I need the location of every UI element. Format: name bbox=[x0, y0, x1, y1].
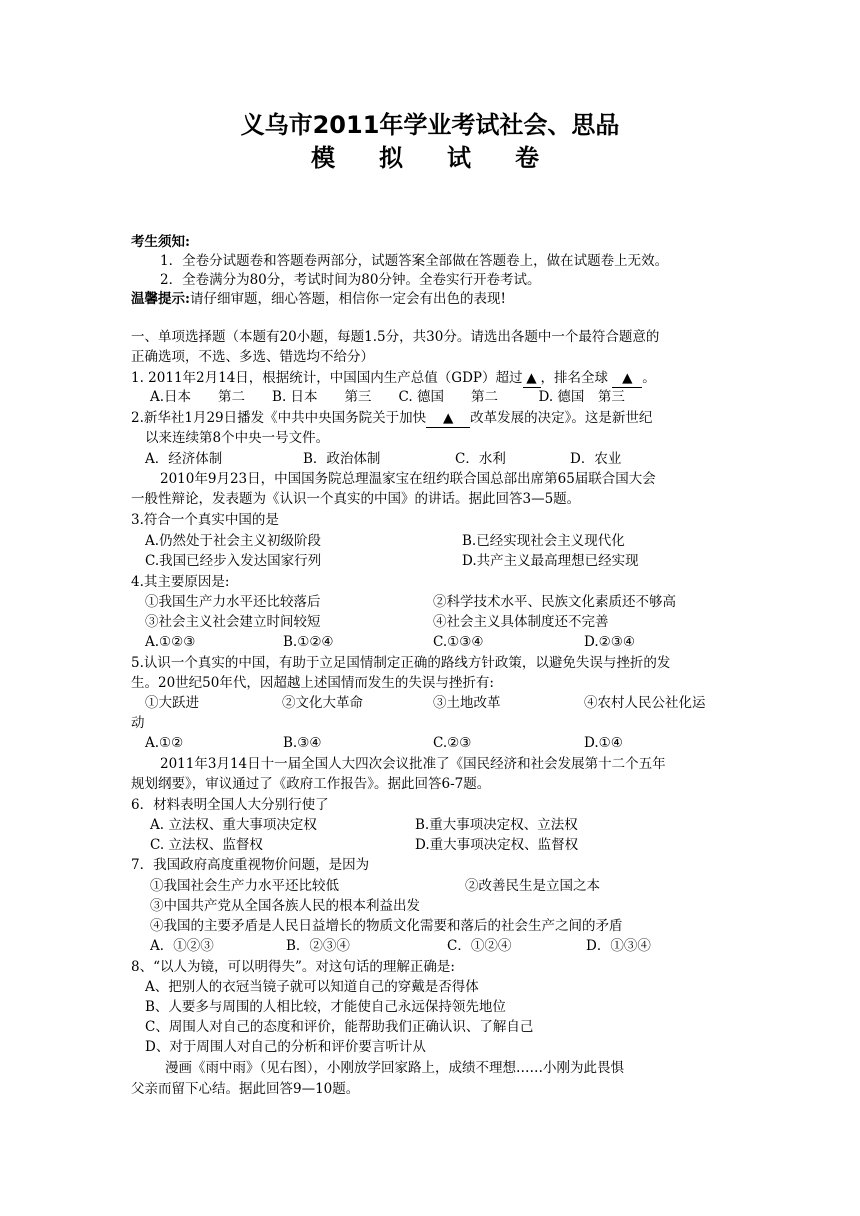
question-5-stem: 5.认识一个真实的中国，有助于立足国情制定正确的路线方针政策，以避免失误与挫折的发 bbox=[131, 655, 671, 671]
question-1-stem bbox=[131, 369, 656, 388]
q5-statement-1: ①大跃进 bbox=[145, 695, 199, 711]
q6-option-c: C. 立法权、监督权 bbox=[150, 837, 263, 853]
q3-option-c: C.我国已经步入发达国家行列 bbox=[145, 553, 322, 569]
material-3-line-1: 漫画《雨中雨》（见右图），小刚放学回家路上，成绩不理想……小刚为此畏惧 bbox=[165, 1060, 624, 1076]
q4-statement-3: ③社会主义社会建立时间较短 bbox=[145, 614, 321, 630]
question-5-stem-cont: 生。20世纪50年代，因超越上述国情而发生的失误与挫折有: bbox=[131, 675, 494, 691]
q8-option-d: D、对于周围人对自己的分析和评价要言听计从 bbox=[145, 1039, 426, 1055]
question-1-options: A.日本 第二 B. 日本 第三 C. 德国 第二 D. 德国 第三 bbox=[150, 389, 625, 405]
q3-option-b: B.已经实现社会主义现代化 bbox=[462, 533, 625, 549]
material-2-line-2: 规划纲要》，审议通过了《政府工作报告》。据此回答6-7题。 bbox=[131, 776, 491, 792]
q7-option-a: A．①②③ bbox=[150, 938, 214, 954]
q6-option-b: B.重大事项决定权、立法权 bbox=[415, 817, 578, 833]
q1-blank-1: ▲ bbox=[523, 369, 541, 388]
q3-option-d: D.共产主义最高理想已经实现 bbox=[462, 553, 639, 569]
page-subtitle: 模 拟 试 卷 bbox=[311, 144, 549, 172]
q4-option-b: B.①②④ bbox=[283, 634, 334, 650]
question-8-stem: 8、“以人为镜，可以明得失”。对这句话的理解正确是: bbox=[131, 959, 455, 975]
question-3-stem: 3.符合一个真实中国的是 bbox=[131, 512, 279, 528]
q7-statement-1: ①我国社会生产力水平还比较低 bbox=[150, 878, 339, 894]
q5-option-a: A.①② bbox=[145, 735, 184, 751]
q4-option-c: C.①③④ bbox=[433, 634, 484, 650]
q2-option-a: A．经济体制 bbox=[145, 451, 223, 467]
section-heading: 一、单项选择题（本题有20小题，每题1.5分，共30分。请选出各题中一个最符合题意的 bbox=[131, 329, 660, 345]
material-3-line-2: 父亲而留下心结。据此回答9—10题。 bbox=[131, 1081, 360, 1097]
q7-option-d: D．①③④ bbox=[586, 938, 651, 954]
q7-option-b: B．②③④ bbox=[286, 938, 350, 954]
q5-option-b: B.③④ bbox=[283, 735, 322, 751]
q5-statement-3: ③土地改革 bbox=[433, 695, 501, 711]
q5-statement-2: ②文化大革命 bbox=[282, 695, 363, 711]
q7-statement-2: ②改善民生是立国之本 bbox=[465, 878, 600, 894]
q8-option-b: B、人要多与周围的人相比较，才能使自己永远保持领先地位 bbox=[145, 999, 506, 1015]
q7-statement-3: ③中国共产党从全国各族人民的根本利益出发 bbox=[150, 898, 420, 914]
material-1-line-2: 一般性辩论，发表题为《认识一个真实的中国》的讲话。据此回答3—5题。 bbox=[131, 491, 581, 507]
q7-statement-4: ④我国的主要矛盾是人民日益增长的物质文化需要和落后的社会生产之间的矛盾 bbox=[150, 918, 623, 934]
q8-option-c: C、周围人对自己的态度和评价，能帮助我们正确认识、了解自己 bbox=[145, 1019, 534, 1035]
q7-option-c: C．①②④ bbox=[447, 938, 512, 954]
q1-stem-a: 1. 2011年2月14日，根据统计，中国国内生产总值（GDP）超过 bbox=[131, 370, 523, 386]
q2-option-d: D．农业 bbox=[570, 451, 622, 467]
question-2-stem-cont: 以来连续第8个中央一号文件。 bbox=[145, 430, 330, 446]
q5-statement-4: ④农村人民公社化运 bbox=[584, 695, 706, 711]
q8-option-a: A、把别人的衣冠当镜子就可以知道自己的穿戴是否得体 bbox=[145, 979, 479, 995]
notice-item-1: 1．全卷分试题卷和答题卷两部分，试题答案全部做在答题卷上，做在试题卷上无效。 bbox=[160, 253, 669, 269]
q5-option-d: D.①④ bbox=[584, 735, 623, 751]
q2-stem-a: 2.新华社1月29日播发《中共中央国务院关于加快 bbox=[131, 410, 427, 426]
material-2-line-1: 2011年3月14日十一届全国人大四次会议批准了《国民经济和社会发展第十二个五年 bbox=[160, 756, 666, 772]
q1-blank-2: ▲ bbox=[612, 369, 642, 388]
tip-line bbox=[131, 290, 506, 308]
q6-option-d: D.重大事项决定权、监督权 bbox=[415, 837, 579, 853]
question-7-stem: 7．我国政府高度重视物价问题，是因为 bbox=[131, 857, 370, 873]
q5-option-c: C.②③ bbox=[433, 735, 472, 751]
q5-statement-4-cont: 动 bbox=[131, 715, 145, 731]
page-title: 义乌市2011年学业考试社会、思品 bbox=[240, 111, 620, 139]
q4-statement-4: ④社会主义具体制度还不完善 bbox=[433, 614, 609, 630]
question-4-stem: 4.其主要原因是: bbox=[131, 574, 230, 590]
notice-item-2: 2．全卷满分为80分，考试时间为80分钟。全卷实行开卷考试。 bbox=[160, 272, 541, 288]
tip-text: 请仔细审题，细心答题，相信你一定会有出色的表现! bbox=[189, 291, 506, 307]
section-heading-cont: 正确选项，不选、多选、错选均不给分） bbox=[131, 349, 374, 365]
q3-option-a: A.仍然处于社会主义初级阶段 bbox=[145, 533, 322, 549]
q4-option-a: A.①②③ bbox=[145, 634, 196, 650]
q4-statement-1: ①我国生产力水平还比较落后 bbox=[145, 594, 321, 610]
q2-option-c: C．水利 bbox=[455, 451, 506, 467]
material-1-line-1: 2010年9月23日，中国国务院总理温家宝在纽约联合国总部出席第65届联合国大会 bbox=[160, 471, 656, 487]
q4-option-d: D.②③④ bbox=[584, 634, 635, 650]
question-6-stem: 6．材料表明全国人大分别行使了 bbox=[131, 797, 329, 813]
q1-stem-c: 。 bbox=[642, 370, 656, 386]
q6-option-a: A. 立法权、重大事项决定权 bbox=[150, 817, 317, 833]
notice-heading: 考生须知: bbox=[131, 234, 190, 250]
q4-statement-2: ②科学技术水平、民族文化素质还不够高 bbox=[433, 594, 676, 610]
q1-stem-b: ，排名全球 bbox=[540, 370, 613, 386]
q2-blank: ▲ bbox=[426, 409, 470, 428]
q2-option-b: B．政治体制 bbox=[303, 451, 381, 467]
q2-stem-b: 改革发展的决定》。这是新世纪 bbox=[470, 410, 653, 426]
tip-label: 温馨提示: bbox=[131, 291, 190, 307]
question-2-stem bbox=[131, 409, 652, 428]
